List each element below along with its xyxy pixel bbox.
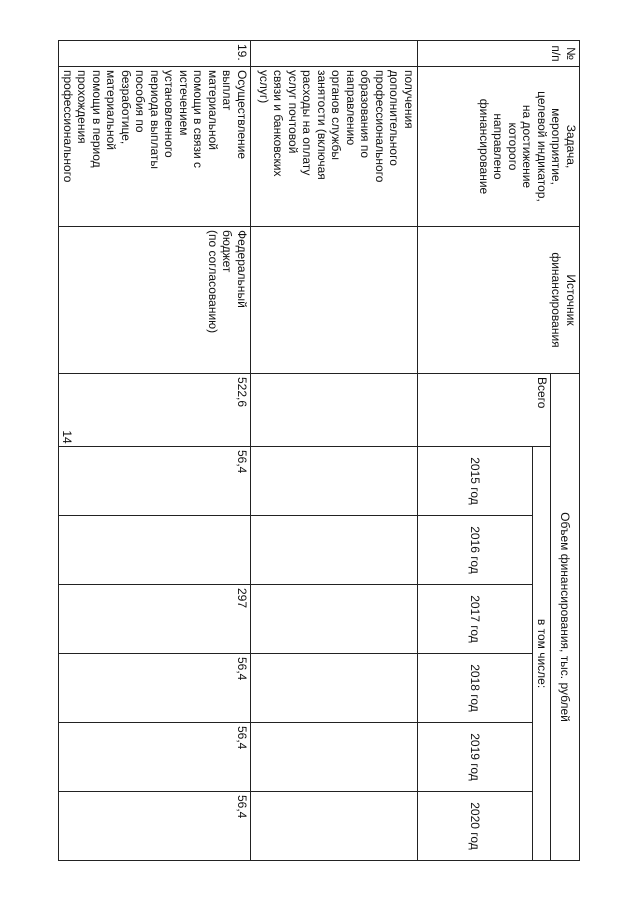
row-source: Федеральный бюджет (по согласованию): [59, 227, 251, 374]
table-row: [251, 41, 418, 861]
header-no: № п/п: [418, 41, 580, 67]
row-2019: 56,4: [59, 723, 251, 792]
row-2018: 56,4: [59, 654, 251, 723]
header-year-2019: 2019 год: [418, 723, 533, 792]
header-row-1: [551, 41, 580, 861]
row-2015: 56,4: [59, 447, 251, 516]
row-no: 19.: [59, 41, 251, 67]
header-including: в том числе:: [533, 447, 551, 861]
row-task: получения дополнительного профессионального образования по направлению органов службы занятости (включая расходы на оплату услуг почтовой связи и банковских услуг): [251, 67, 418, 227]
row-2017: [251, 585, 418, 654]
row-2019: [251, 723, 418, 792]
header-year-2020: 2020 год: [418, 792, 533, 861]
row-source: [251, 227, 418, 374]
row-2015: [251, 447, 418, 516]
header-year-2018: 2018 год: [418, 654, 533, 723]
row-no: [251, 41, 418, 67]
header-year-2016: 2016 год: [418, 516, 533, 585]
header-year-2017: 2017 год: [418, 585, 533, 654]
financing-table: [59, 40, 581, 861]
header-total: Всего: [418, 374, 551, 447]
header-task: Задача, мероприятие, целевой индикатор, на достижение которого направлено финансирование: [418, 67, 580, 227]
row-2020: 56,4: [59, 792, 251, 861]
page-number: 14: [60, 430, 74, 444]
header-volume: Объем финансирования, тыс. рублей: [551, 374, 580, 861]
table-row: [59, 41, 251, 861]
row-2018: [251, 654, 418, 723]
row-task: Осуществление выплат материальной помощи в связи с истечением установленного периода выплаты пособия по безработице, материальной помощи в период прохождения профессионального: [59, 67, 251, 227]
header-source: Источник финансирования: [418, 227, 580, 374]
header-year-2015: 2015 год: [418, 447, 533, 516]
row-2016: [251, 516, 418, 585]
row-2017: 297: [59, 585, 251, 654]
row-2016: [59, 516, 251, 585]
row-total: 522,6: [59, 374, 251, 447]
row-2020: [251, 792, 418, 861]
row-total: [251, 374, 418, 447]
